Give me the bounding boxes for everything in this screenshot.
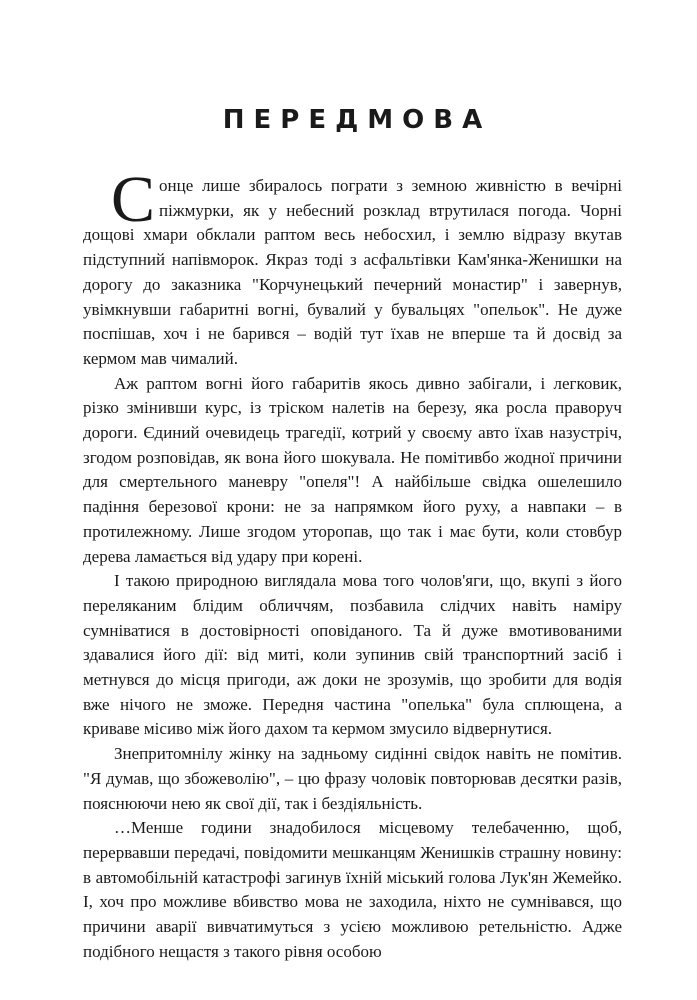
- drop-cap: С: [111, 163, 156, 236]
- paragraph-1-text: онце лише збиралось пограти з земною живністю в вечірні піжмурки, як у небесний розклад втрутилася погода. Чорні дощові хмари обклали раптом весь небосхил, і землю відразу вкутав підступний напівморок. Якраз тоді з асфальтівки Кам'янка-Женишки на дорогу до заказника "Корчунецький печерний монастир" і завернув, увімкнувши габаритні вогні, бувалий у бувальцях "опельок". Не дуже поспішав, хоч і не барився – водій тут їхав не вперше та й досвід за кермом мав чималий.: [83, 176, 622, 368]
- chapter-title: ПЕРЕДМОВА: [222, 105, 492, 135]
- book-page: [83, 100, 622, 965]
- paragraph-4: Знепритомнілу жінку на задньому сидінні свідок навіть не помітив. "Я думав, що збожеволію", – цю фразу чоловік повторював десятки разів, пояснюючи нею як свої дії, так і бездіяльність.: [83, 744, 622, 813]
- paragraph-2: Аж раптом вогні його габаритів якось дивно забігали, і легковик, різко змінивши курс, із тріском налетів на березу, яка росла праворуч дороги. Єдиний очевидець трагедії, котрий у своєму авто їхав назустріч, згодом розповідав, як вона його шокувала. Не помітивбо жодної причини для смертельного маневру "опеля"! А найбільше свідка ошелешило падіння березової крони: не за напрямком його руху, а навпаки – в протилежному. Лише згодом уторопав, що так і має бути, коли стовбур дерева ламається від удару при корені.: [83, 373, 622, 566]
- chapter-body: [83, 163, 622, 965]
- paragraph-5: …Менше години знадобилося місцевому телебаченню, щоб, перервавши передачі, повідомити мешканцям Женишків страшну новину: в автомобільній катастрофі загинув їхній міський голова Лук'ян Жемейко. І, хоч про можливе вбивство мова не заходила, ніхто не сумнівався, що причини аварії вивчатимуться з усією можливою ретельністю. Адже подібного нещастя з такого рівня особою: [83, 818, 622, 961]
- paragraph-3: І такою природною виглядала мова того чолов'яги, що, вкупі з його переляканим блідим обличчям, позбавила слідчих навіть наміру сумніватися в достовірності оповіданого. Та й дуже вмотивованими здавалися його дії: від миті, коли зупинив свій транспортний засіб і метнувся до місця пригоди, аж доки не зрозумів, що зробити для водія вже нічого не зможе. Передня частина "опелька" була сплющена, а криваве місиво між його дахом та кермом змусило відвернутися.: [83, 571, 622, 739]
- paragraph-1: [83, 163, 622, 372]
